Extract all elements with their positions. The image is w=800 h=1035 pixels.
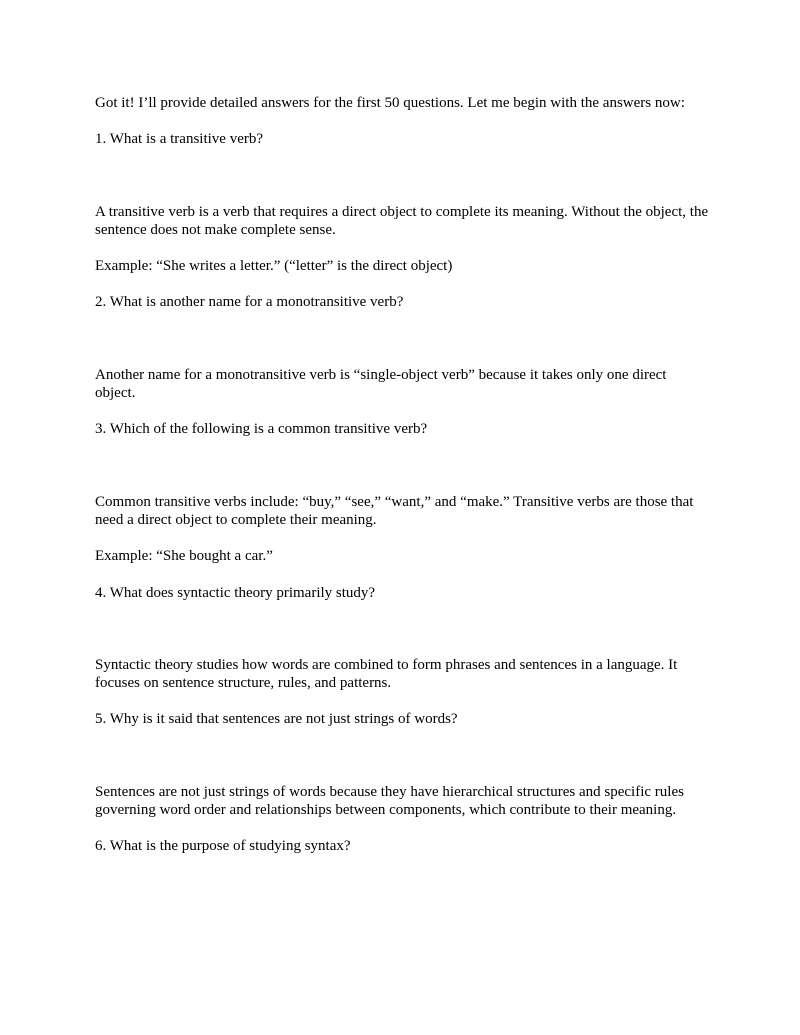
question-1: 1. What is a transitive verb?: [95, 131, 264, 148]
question-2: 2. What is another name for a monotransitive verb?: [95, 294, 404, 311]
intro-paragraph: Got it! I’ll provide detailed answers for the first 50 questions. Let me begin with the answers now:: [95, 95, 685, 111]
example-3: Example: “She bought a car.”: [95, 548, 273, 565]
question-6: 6. What is the purpose of studying syntax?: [95, 838, 351, 855]
answer-4: Syntactic theory studies how words are combined to form phrases and sentences in a language. It focuses on sentence structure, rules, and patterns.: [95, 656, 678, 692]
answer-1: A transitive verb is a verb that requires a direct object to complete its meaning. Without the object, the sentence does not make complete sense.: [95, 203, 709, 238]
question-4: 4. What does syntactic theory primarily study?: [95, 584, 376, 601]
question-3: 3. Which of the following is a common transitive verb?: [95, 421, 428, 438]
answer-5: Sentences are not just strings of words because they have hierarchical structures and specific rules governing word order and relationships between components, which contribute to their meaning.: [95, 783, 684, 819]
example-1: Example: “She writes a letter.” (“letter” is the direct object): [95, 258, 453, 275]
question-5: 5. Why is it said that sentences are not just strings of words?: [95, 711, 458, 728]
answer-2: Another name for a monotransitive verb is “single-object verb” because it takes only one direct object.: [95, 366, 667, 402]
answer-3: Common transitive verbs include: “buy,” “see,” “want,” and “make.” Transitive verbs are those that need a direct object to complete their meaning.: [95, 493, 694, 528]
document-body: [95, 94, 710, 856]
